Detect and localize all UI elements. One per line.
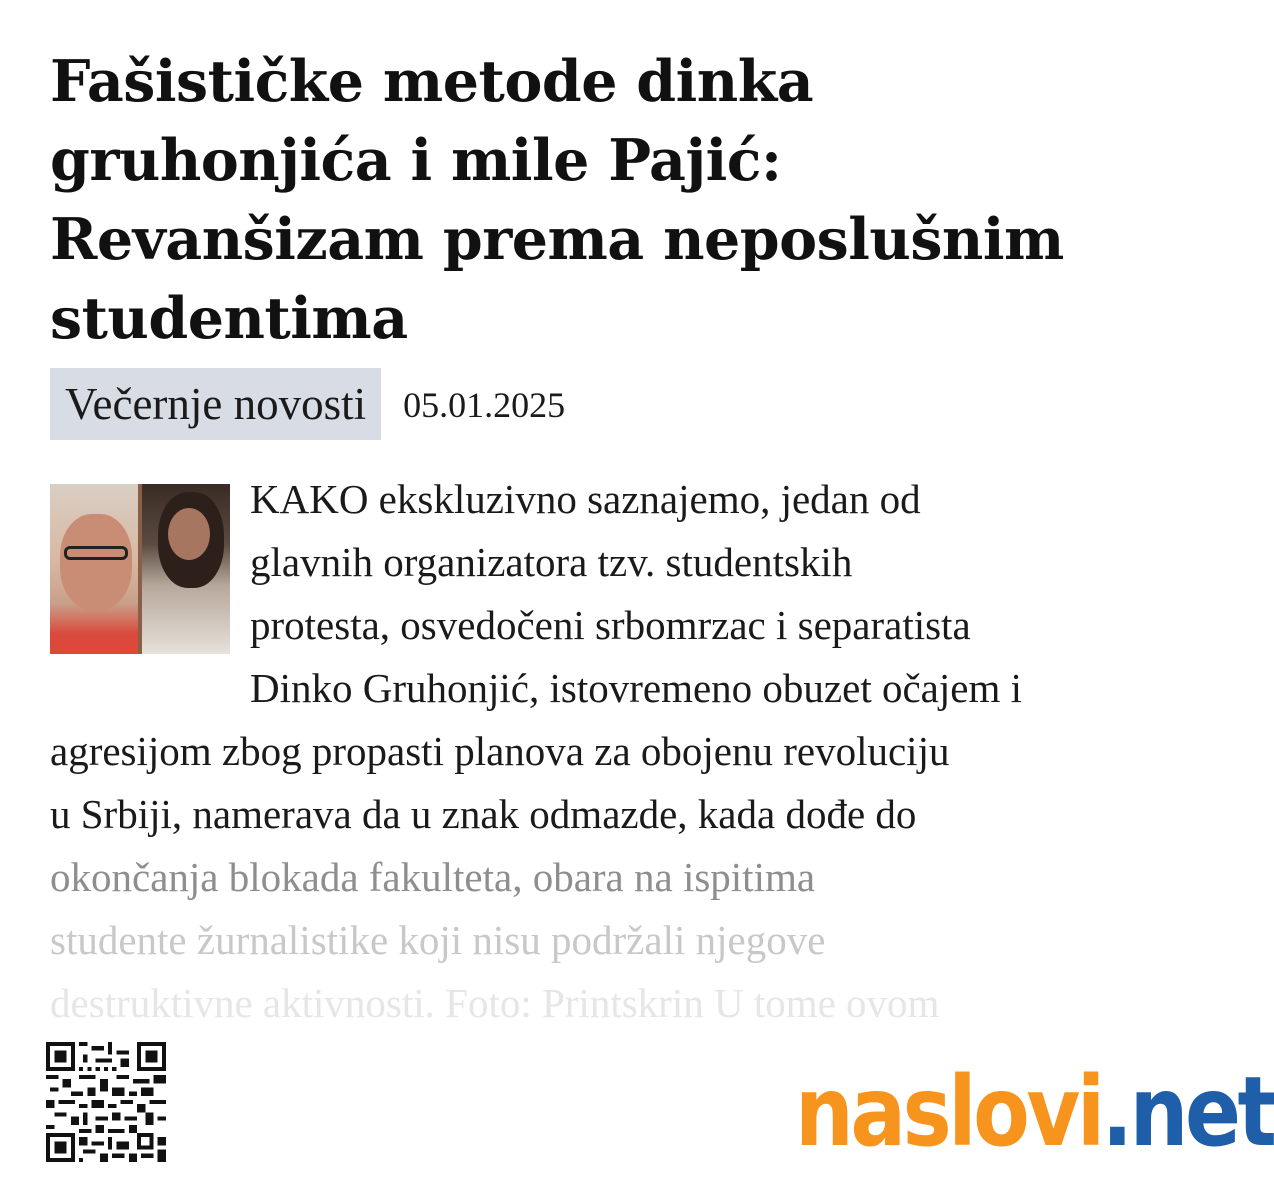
excerpt-line-faded: studente žurnalistike koji nisu podržali njegove: [50, 917, 826, 963]
excerpt-line: Dinko Gruhonjić, istovremeno obuzet očajem i: [250, 665, 1022, 711]
excerpt-line: glavnih organizatora tzv. studentskih: [250, 539, 853, 585]
excerpt-line-faded: destruktivne aktivnosti. Foto: Printskrin U tome ovom: [50, 980, 940, 1026]
source-badge[interactable]: Večernje novosti: [50, 368, 381, 440]
excerpt-line: u Srbiji, namerava da u znak odmazde, kada dođe do: [50, 791, 917, 837]
excerpt-line-faded: okončanja blokada fakulteta, obara na ispitima: [50, 854, 816, 900]
article-meta: [50, 368, 565, 440]
article-excerpt: [50, 468, 1160, 1026]
naslovi-net-logo[interactable]: naslovi.net: [795, 1056, 1274, 1168]
excerpt-line: protesta, osvedočeni srbomrzac i separatista: [250, 602, 971, 648]
publish-date: 05.01.2025: [403, 385, 566, 425]
article-thumbnail[interactable]: [50, 484, 230, 654]
qr-code[interactable]: [46, 1040, 166, 1164]
article-title: Fašističke metode dinka gruhonjića i mile Pajić: Revanšizam prema neposlušnim studentima: [50, 48, 1064, 352]
excerpt-line: KAKO ekskluzivno saznajemo, jedan od: [250, 476, 921, 522]
excerpt-line: agresijom zbog propasti planova za obojenu revoluciju: [50, 728, 950, 774]
